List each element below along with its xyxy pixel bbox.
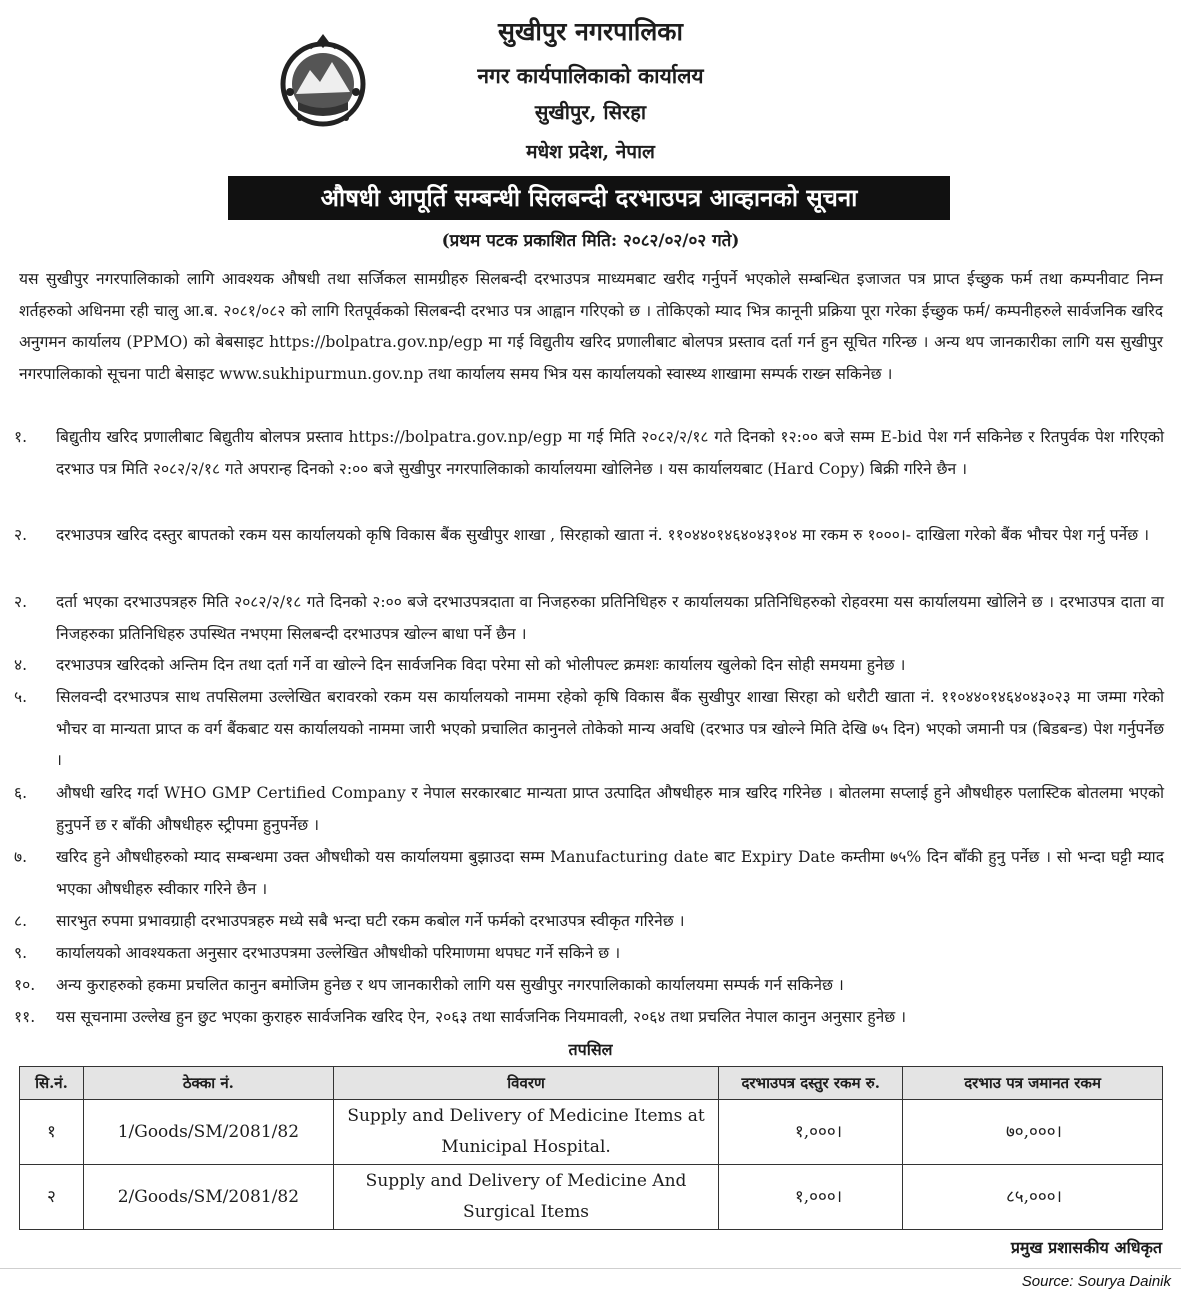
condition-text: अन्य कुराहरुको हकमा प्रचलित कानुन बमोजिम हुनेछ र थप जानकारीको लागि यस सुखीपुर नगरपालिकाको कार्यालयमा सम्पर्क गर्न सकिनेछ । — [56, 976, 844, 994]
source-credit: Source: Sourya Dainik — [1021, 1273, 1171, 1290]
condition-text: यस सूचनामा उल्लेख हुन छुट भएका कुराहरु सार्वजनिक खरिद ऐन, २०६३ तथा सार्वजनिक नियमावली, २०६४ तथा प्रचलित नेपाल कानुन अनुसार हुनेछ । — [56, 1008, 907, 1026]
condition-number: २. — [14, 593, 28, 611]
cell-contract: 2/Goods/SM/2081/82 — [83, 1165, 333, 1230]
condition-text: दरभाउपत्र खरिदको अन्तिम दिन तथा दर्ता गर्ने वा खोल्ने दिन सार्वजनिक विदा परेमा सो को भोलीपल्ट क्रमशः कार्यालय खुलेको दिन सोही समयमा हुनेछ । — [56, 656, 906, 674]
condition-item — [14, 1002, 1164, 1034]
condition-number: ६. — [14, 784, 28, 802]
condition-item — [14, 778, 1164, 841]
condition-text: सारभुत रुपमा प्रभावग्राही दरभाउपत्रहरु मध्ये सबै भन्दा घटी रकम कबोल गर्ने फर्मको दरभाउपत्र स्वीकृत गरिनेछ । — [56, 912, 685, 930]
table-row — [20, 1165, 1163, 1230]
condition-item — [14, 520, 1164, 552]
condition-text: दरभाउपत्र खरिद दस्तुर बापतको रकम यस कार्यालयको कृषि विकास बैंक सुखीपुर शाखा , सिरहाको खाता नं. ११०४४०१४६४०४३१०४ मा रकम रु १०००।- दाखिला गरेको बैंक भौचर पेश गर्नु पर्नेछ । — [56, 526, 1150, 544]
condition-number: ४. — [14, 656, 28, 674]
column-header: ठेक्का नं. — [83, 1067, 333, 1100]
condition-text: बिद्युतीय खरिद प्रणालीबाट बिद्युतीय बोलपत्र प्रस्ताव https://bolpatra.gov.np/egp मा गई मिति २०८२/२/१८ गते दिनको १२:०० बजे सम्म E-bid पेश गर्न सकिनेछ र रितपुर्वक पेश गरिएको दरभाउ पत्र मिति २०८२/२/१८ गते अपरान्ह दिनको २:०० बजे सुखीपुर नगरपालिकाको कार्यालयमा खोलिनेछ । यस कार्यालयबाट (Hard Copy) बिक्री गरिने छैन । — [56, 428, 1164, 478]
condition-number: १. — [14, 428, 28, 446]
office-address: सुखीपुर, सिरहा — [534, 100, 647, 124]
condition-item — [14, 587, 1164, 650]
condition-item — [14, 650, 1164, 682]
condition-number: ५. — [14, 688, 28, 706]
condition-text: सिलवन्दी दरभाउपत्र साथ तपसिलमा उल्लेखित बरावरको रकम यस कार्यालयको नाममा रहेको कृषि विकास बैंक सुखीपुर शाखा सिरहा को धरौटी खाता नं. ११०४४०१४६४०४३०२३ मा जम्मा गरेको भौचर वा मान्यता प्राप्त क वर्ग बैंकबाट यस कार्यालयको नाममा जारी भएको प्रचालित कानुनले तोकेको मान्य अवधि (दरभाउ पत्र खोल्ने मिति देखि ७५ दिन) भएको जमानी पत्र (बिडबन्ड) पेश गर्नुपर्नेछ । — [56, 688, 1164, 769]
cell-security: ७०,०००। — [903, 1100, 1163, 1165]
cell-sn: १ — [20, 1100, 84, 1165]
signatory-title: प्रमुख प्रशासकीय अधिकृत — [1010, 1238, 1162, 1257]
cell-description: Supply and Delivery of Medicine Items at Municipal Hospital. — [333, 1100, 718, 1165]
condition-item — [14, 938, 1164, 970]
column-header: दरभाउपत्र दस्तुर रकम रु. — [719, 1067, 903, 1100]
footer-bar — [0, 1268, 1181, 1299]
condition-number: १०. — [14, 976, 36, 994]
condition-text: कार्यालयको आवश्यकता अनुसार दरभाउपत्रमा उल्लेखित औषधीको परिमाणमा थपघट गर्ने सकिने छ । — [56, 944, 621, 962]
condition-number: ८. — [14, 912, 28, 930]
schedule-table — [19, 1066, 1163, 1230]
condition-text: दर्ता भएका दरभाउपत्रहरु मिति २०८२/२/१८ गते दिनको २:०० बजे दरभाउपत्रदाता वा निजहरुका प्रतिनिधिहरु र कार्यालयका प्रतिनिधिहरुको रोहवरमा यस कार्यालयमा खोलिने छ । दरभाउपत्र दाता वा निजहरुका प्रतिनिधिहरु उपस्थित नभएमा सिलबन्दी दरभाउपत्र खोल्न बाधा पर्ने छैन । — [56, 593, 1164, 643]
cell-security: ८५,०००। — [903, 1165, 1163, 1230]
condition-number: ११. — [14, 1008, 36, 1026]
table-header-row — [20, 1067, 1163, 1100]
cell-sn: २ — [20, 1165, 84, 1230]
column-header: सि.नं. — [20, 1067, 84, 1100]
condition-item — [14, 682, 1164, 777]
table-row — [20, 1100, 1163, 1165]
notice-title: औषधी आपूर्ति सम्बन्धी सिलबन्दी दरभाउपत्र आव्हानको सूचना — [228, 176, 950, 220]
cell-contract: 1/Goods/SM/2081/82 — [83, 1100, 333, 1165]
province-name: मधेश प्रदेश, नेपाल — [526, 141, 655, 163]
condition-number: ७. — [14, 848, 28, 866]
condition-number: ९. — [14, 944, 28, 962]
cell-description: Supply and Delivery of Medicine And Surgical Items — [333, 1165, 718, 1230]
column-header: दरभाउ पत्र जमानत रकम — [903, 1067, 1163, 1100]
condition-item — [14, 970, 1164, 1002]
publish-date: (प्रथम पटक प्रकाशित मिति: २०८२/०२/०२ गते) — [441, 231, 740, 251]
condition-text: खरिद हुने औषधीहरुको म्याद सम्बन्धमा उक्त औषधीको यस कार्यालयमा बुझाउदा सम्म Manufacturing date बाट Expiry Date कम्तीमा ७५% दिन बाँकी हुनु पर्नेछ । सो भन्दा घट्टी म्याद भएका औषधीहरु स्वीकार गरिने छैन । — [56, 848, 1164, 898]
column-header: विवरण — [333, 1067, 718, 1100]
org-name: सुखीपुर नगरपालिका — [498, 17, 683, 46]
condition-item — [14, 842, 1164, 905]
condition-number: २. — [14, 526, 28, 544]
condition-item — [14, 422, 1164, 485]
condition-text: औषधी खरिद गर्दा WHO GMP Certified Company र नेपाल सरकारबाट मान्यता प्राप्त उत्पादित औषधीहरु मात्र खरिद गरिनेछ । बोतलमा सप्लाई हुने औषधीहरु पलास्टिक बोतलमा भएको हुनुपर्ने छ र बाँकी औषधीहरु स्ट्रीपमा हुनुपर्नेछ । — [56, 784, 1164, 834]
intro-paragraph: यस सुखीपुर नगरपालिकाको लागि आवश्यक औषधी तथा सर्जिकल सामग्रीहरु सिलबन्दी दरभाउपत्र माध्यमबाट खरीद गर्नुपर्ने भएकोले सम्बन्धित इजाजत पत्र प्राप्त ईच्छुक फर्म तथा कम्पनीवाट निम्न शर्तहरुको अधिनमा रही चालु आ.ब. २०८१/०८२ को लागि रितपूर्वकको सिलबन्दी दरभाउ पत्र आह्वान गरिएको छ । तोकिएको म्याद भित्र कानूनी प्रक्रिया पूरा गरेका ईच्छुक फर्म/ कम्पनीहरुले सार्वजनिक खरिद अनुगमन कार्यालय (PPMO) को बेबसाइट https://bolpatra.gov.np/egp मा गई विद्युतीय खरिद प्रणालीबाट बोलपत्र प्रस्ताव दर्ता गर्न हुन सूचित गरिन्छ । अन्य थप जानकारीका लागि यस सुखीपुर नगरपालिकाको सूचना पाटी बेसाइट www.sukhipurmun.gov.np तथा कार्यालय समय भित्र यस कार्यालयको स्वास्थ्य शाखामा सम्पर्क राख्न सकिनेछ । — [19, 270, 1163, 383]
cell-fee: १,०००। — [719, 1165, 903, 1230]
schedule-title: तपसिल — [568, 1040, 613, 1059]
condition-item — [14, 906, 1164, 938]
cell-fee: १,०००। — [719, 1100, 903, 1165]
office-name: नगर कार्यपालिकाको कार्यालय — [477, 63, 704, 88]
